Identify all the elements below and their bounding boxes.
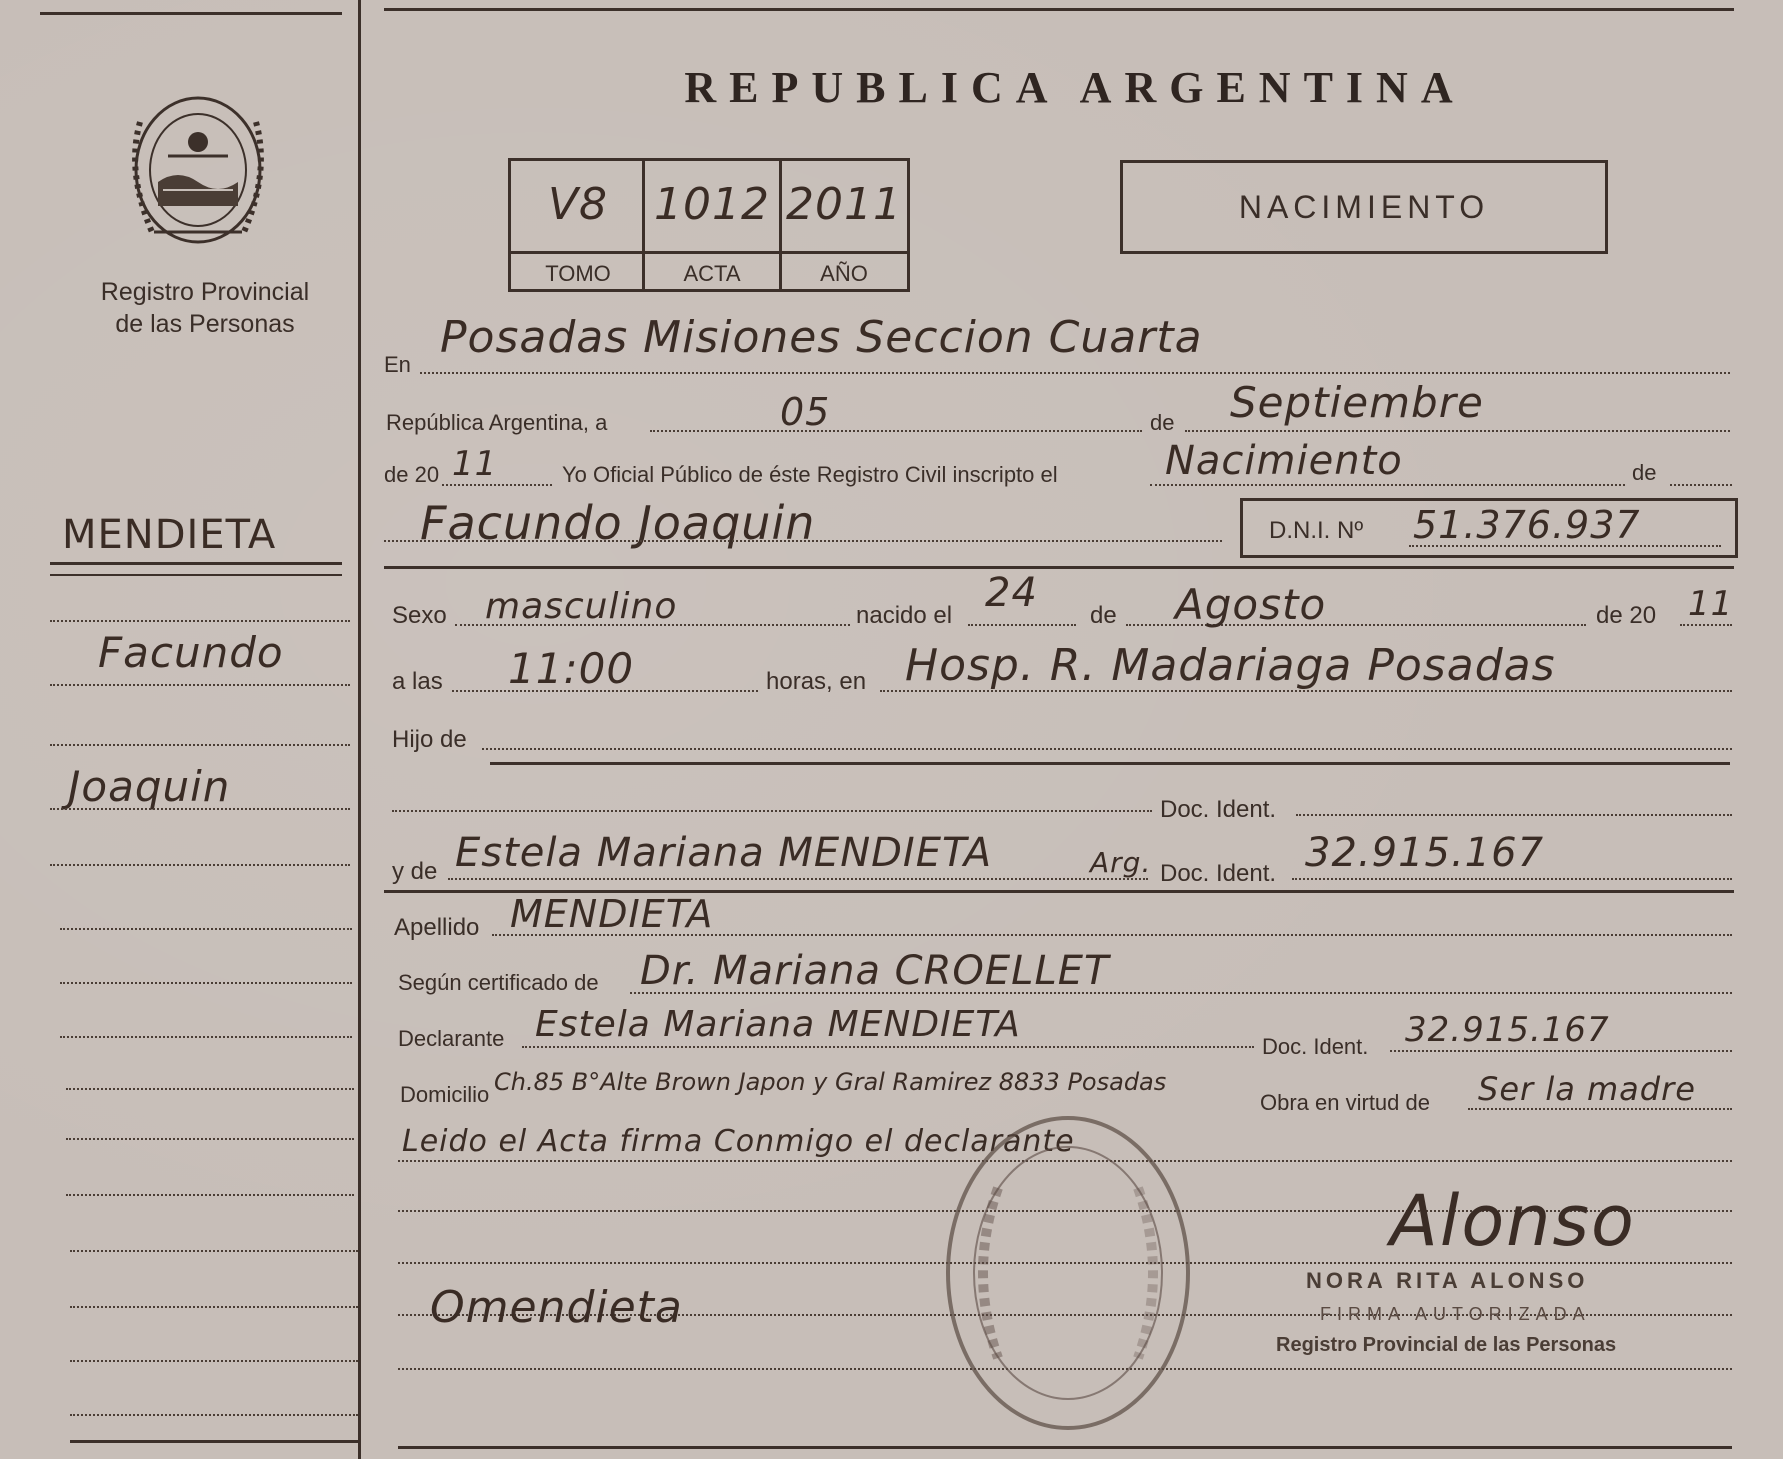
declarante-doc-value: 32.915.167 xyxy=(1405,1010,1610,1050)
hijo-line xyxy=(482,748,1732,750)
bottom-rule-right xyxy=(398,1446,1732,1449)
registry-stamp-icon xyxy=(938,1108,1198,1438)
de-20-label: de 20 xyxy=(1596,602,1657,629)
mother-value: Estela Mariana MENDIETA xyxy=(455,830,993,876)
month-value: Septiembre xyxy=(1230,378,1484,427)
hijo-cancel-rule xyxy=(490,762,1730,765)
declarante-doc-line xyxy=(1390,1050,1732,1052)
place-value: Hosp. R. Madariaga Posadas xyxy=(905,640,1556,691)
official-signature: Alonso xyxy=(1390,1180,1636,1262)
section-rule-1 xyxy=(384,566,1734,569)
certificado-value: Dr. Mariana CROELLET xyxy=(640,948,1110,994)
father-doc-line xyxy=(1296,814,1732,816)
oficial-label: Yo Oficial Público de éste Registro Civil inscripto el xyxy=(562,462,1058,487)
anio-label: AÑO xyxy=(820,261,868,286)
en-value: Posadas Misiones Seccion Cuarta xyxy=(440,312,1203,363)
margin-rule-1 xyxy=(50,562,342,565)
day-value: 05 xyxy=(780,390,831,434)
margin-surname: MENDIETA xyxy=(62,512,277,558)
registry-name-line2: de las Personas xyxy=(115,310,295,338)
en-label: En xyxy=(384,352,411,377)
country-title: REPUBLICA ARGENTINA xyxy=(684,63,1466,112)
sexo-value: masculino xyxy=(485,586,678,627)
margin-rule-2 xyxy=(50,574,342,576)
margin-second-name: Joaquin xyxy=(68,762,231,811)
margin-line-8 xyxy=(60,1036,352,1038)
margin-line-4 xyxy=(50,808,350,810)
dni-value: 51.376.937 xyxy=(1413,503,1641,547)
margin-line-9 xyxy=(66,1088,354,1090)
registry-name-line1: Registro Provincial xyxy=(100,278,310,306)
de1-label: de xyxy=(1150,410,1175,435)
nacido-label: nacido el xyxy=(856,602,953,629)
obra-value: Ser la madre xyxy=(1478,1070,1696,1108)
declarante-line xyxy=(522,1046,1254,1048)
closing-value: Leido el Acta firma Conmigo el declarante xyxy=(402,1124,1075,1159)
dni-line xyxy=(1409,545,1721,547)
inscripto-value: Nacimiento xyxy=(1165,438,1403,484)
apellido-label: Apellido xyxy=(394,914,480,941)
margin-line-5 xyxy=(50,864,350,866)
doc-ident1-label: Doc. Ident. xyxy=(1160,796,1277,823)
document-type-box: NACIMIENTO xyxy=(1120,160,1608,254)
father-line xyxy=(392,810,1152,812)
margin-line-10 xyxy=(66,1138,354,1140)
margin-line-14 xyxy=(70,1360,358,1362)
birth-month-value: Agosto xyxy=(1175,580,1327,629)
mother-doc-line xyxy=(1292,878,1732,880)
acta-value: 1012 xyxy=(654,179,770,230)
obra-line xyxy=(1468,1108,1732,1110)
domicilio-value: Ch.85 B°Alte Brown Japon y Gral Ramirez 8833 Posadas xyxy=(494,1068,1167,1096)
republica-label: República Argentina, a xyxy=(386,410,608,435)
official-stamp-line3: Registro Provincial de las Personas xyxy=(1276,1334,1617,1356)
margin-line-7 xyxy=(60,982,352,984)
margin-divider xyxy=(358,0,361,1459)
de20-label: de 20 xyxy=(384,462,440,487)
year-value: 11 xyxy=(452,444,498,484)
sexo-label: Sexo xyxy=(392,602,447,629)
en-line xyxy=(420,372,1730,374)
margin-line-12 xyxy=(70,1250,358,1252)
provincial-seal-icon xyxy=(118,82,278,252)
doc-ident2-label: Doc. Ident. xyxy=(1160,860,1277,887)
obra-label: Obra en virtud de xyxy=(1260,1090,1430,1115)
birth-year-line xyxy=(1680,624,1732,626)
declarante-value: Estela Mariana MENDIETA xyxy=(535,1004,1021,1045)
tomo-label: TOMO xyxy=(545,261,611,286)
child-name-line xyxy=(384,540,1222,542)
hijo-label: Hijo de xyxy=(392,726,467,753)
domicilio-label: Domicilio xyxy=(400,1082,490,1107)
bottom-rule-left xyxy=(70,1440,358,1443)
horas-label: horas, en xyxy=(766,668,867,695)
mother-doc-value: 32.915.167 xyxy=(1305,830,1545,876)
record-box-divider xyxy=(511,251,907,254)
official-stamp-line1: NORA RITA ALONSO xyxy=(1306,1268,1589,1293)
dni-label: D.N.I. Nº xyxy=(1269,517,1364,544)
hour-value: 11:00 xyxy=(508,644,635,693)
anio-value: 2011 xyxy=(786,179,902,230)
margin-first-name: Facundo xyxy=(98,628,284,677)
record-number-box xyxy=(508,158,910,292)
margin-line-2 xyxy=(50,684,350,686)
birth-day-line xyxy=(968,624,1076,626)
de2-line xyxy=(1670,484,1732,486)
de3-label: de xyxy=(1090,602,1117,629)
margin-line-11 xyxy=(66,1194,354,1196)
inscripto-line xyxy=(1150,484,1625,486)
certificado-label: Según certificado de xyxy=(398,970,599,995)
day-line xyxy=(650,430,1142,432)
de2-label: de xyxy=(1632,460,1657,485)
month-line xyxy=(1185,430,1730,432)
declarante-label: Declarante xyxy=(398,1026,505,1051)
mother-nationality-value: Arg. xyxy=(1090,846,1152,879)
tomo-value: V8 xyxy=(547,179,609,230)
margin-line-6 xyxy=(60,928,352,930)
birth-day-value: 24 xyxy=(985,570,1038,616)
mother-line xyxy=(448,878,1148,880)
year-line xyxy=(442,484,552,486)
margin-line-3 xyxy=(50,744,350,746)
top-rule-right xyxy=(384,8,1734,11)
yde-label: y de xyxy=(392,858,438,885)
alas-label: a las xyxy=(392,668,443,695)
official-stamp-line2: FIRMA AUTORIZADA xyxy=(1320,1304,1591,1324)
margin-line-15 xyxy=(70,1414,358,1416)
apellido-value: MENDIETA xyxy=(510,892,714,936)
acta-label: ACTA xyxy=(683,261,741,286)
margin-line-13 xyxy=(70,1306,358,1308)
margin-line-1 xyxy=(50,620,350,622)
doc-ident3-label: Doc. Ident. xyxy=(1262,1034,1369,1059)
birth-year-value: 11 xyxy=(1688,584,1734,624)
child-name-value: Facundo Joaquin xyxy=(420,496,816,550)
margin-signature: Omendieta xyxy=(430,1282,683,1333)
dni-box xyxy=(1240,498,1738,558)
top-rule-left xyxy=(40,12,342,15)
